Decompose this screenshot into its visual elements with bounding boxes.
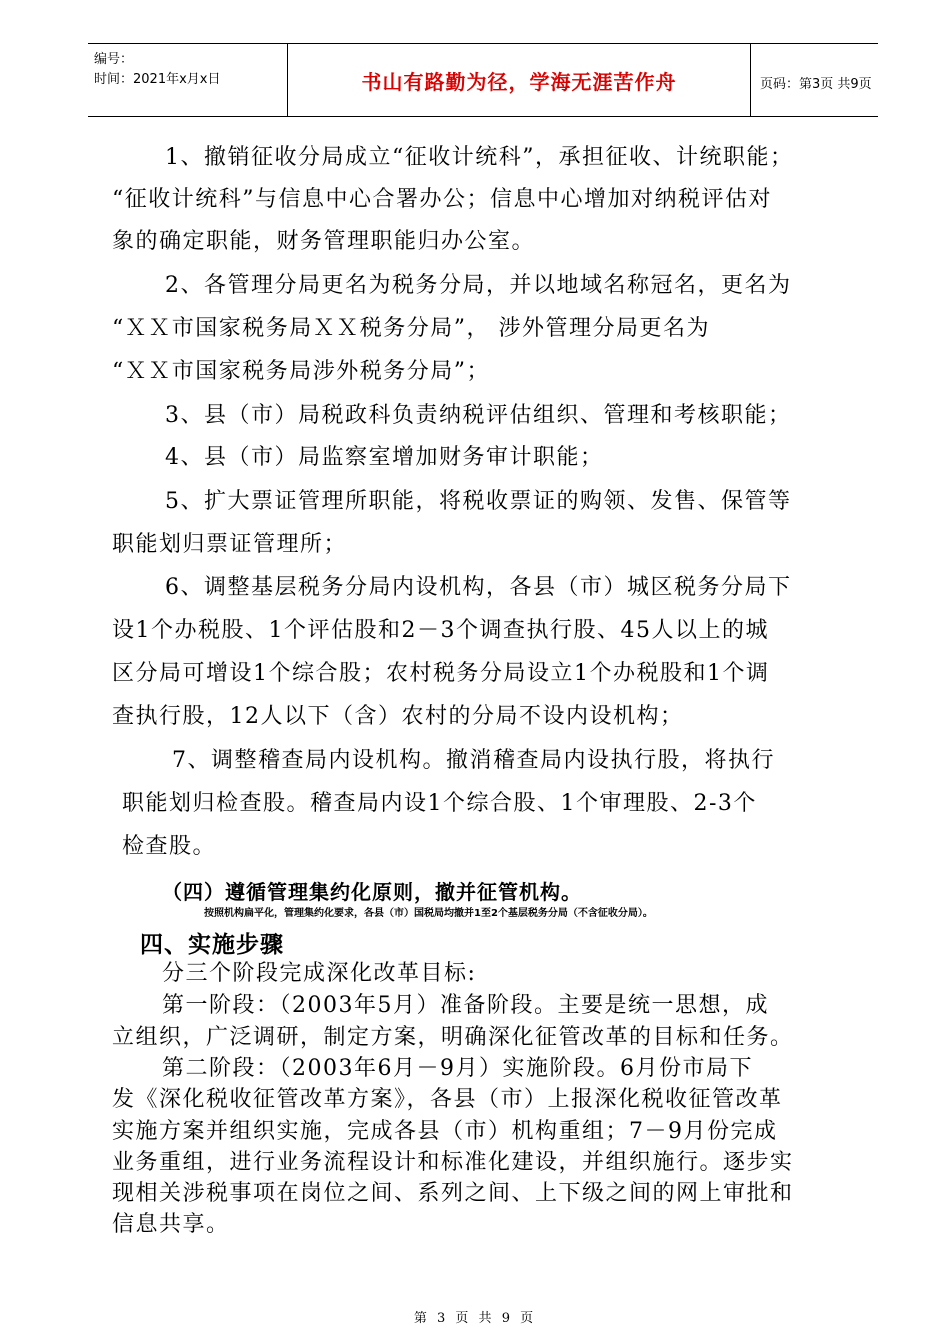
paragraph-line: 4、县（市）局监察室增加财务审计职能； <box>165 445 604 470</box>
step-line: 发《深化税收征管改革方案》，各县（市）上报深化税收征管改革 <box>112 1087 783 1112</box>
paragraph-line: 职能划归票证管理所； <box>112 532 348 557</box>
header-motto-cell <box>287 44 751 116</box>
step-line: 业务重组，进行业务流程设计和标准化建设，并组织施行。逐步实 <box>112 1150 794 1175</box>
step-line: 实施方案并组织实施，完成各县（市）机构重组；7－9月份完成 <box>112 1119 778 1144</box>
step-line: 分三个阶段完成深化改革目标: <box>162 961 477 986</box>
motto-text: 书山有路勤为径，学海无涯苦作舟 <box>361 70 677 94</box>
paragraph-line: 检查股。 <box>122 834 217 859</box>
paragraph-line: 区分局可增设1个综合股；农村税务分局设立1个办税股和1个调 <box>112 661 770 686</box>
paragraph-line: 7、调整稽查局内设机构。撤消稽查局内设执行股，将执行 <box>172 748 775 773</box>
paragraph-line: “ＸＸ市国家税务局ＸＸ税务分局”， 涉外管理分局更名为 <box>112 316 710 341</box>
page-header <box>88 43 878 117</box>
paragraph-line: “征收计统科”与信息中心合署办公；信息中心增加对纳税评估对 <box>112 187 772 212</box>
paragraph-line: “ＸＸ市国家税务局涉外税务分局”； <box>112 359 490 384</box>
page-footer: 第 3 页 共 9 页 <box>413 1311 537 1326</box>
paragraph-line: 2、各管理分局更名为税务分局，并以地域名称冠名，更名为 <box>165 273 792 298</box>
step-line: 第一阶段：（2003年5月）准备阶段。主要是统一思想，成 <box>162 993 769 1018</box>
step-line: 第二阶段：（2003年6月－9月）实施阶段。6月份市局下 <box>162 1056 753 1081</box>
paragraph-line: 6、调整基层税务分局内设机构，各县（市）城区税务分局下 <box>165 575 792 600</box>
footnote-note: 按照机构扁平化，管理集约化要求，各县（市）国税局均撤并1至2个基层税务分局（不含征收分局）。 <box>204 908 653 919</box>
paragraph-line: 职能划归检查股。稽查局内设1个综合股、1个审理股、2-3个 <box>122 791 757 816</box>
subheading: （四）遵循管理集约化原则，撤并征管机构。 <box>162 880 582 904</box>
paragraph-line: 象的确定职能，财务管理职能归办公室。 <box>112 229 536 254</box>
serial-label: 编号： <box>94 52 134 67</box>
step-line: 现相关涉税事项在岗位之间、系列之间、上下级之间的网上审批和 <box>112 1181 794 1206</box>
paragraph-line: 5、扩大票证管理所职能，将税收票证的购领、发售、保管等 <box>165 489 792 514</box>
header-meta-cell <box>88 44 287 116</box>
paragraph-line: 查执行股，12人以下（含）农村的分局不设内设机构； <box>112 704 684 729</box>
paragraph-line: 设1个办税股、1个评估股和2－3个调查执行股、45人以上的城 <box>112 618 769 643</box>
time-label: 时间：2021年x月x日 <box>94 72 221 87</box>
page-code: 页码：第3页 共9页 <box>760 77 872 92</box>
paragraph-line: 1、撤销征收分局成立“征收计统科”，承担征收、计统职能； <box>165 145 794 170</box>
paragraph-line: 3、县（市）局税政科负责纳税评估组织、管理和考核职能； <box>165 403 792 428</box>
header-page-cell <box>750 44 878 116</box>
step-line: 信息共享。 <box>112 1212 230 1237</box>
section-title: 四、实施步骤 <box>140 932 284 958</box>
step-line: 立组织，广泛调研，制定方案，明确深化征管改革的目标和任务。 <box>112 1025 794 1050</box>
